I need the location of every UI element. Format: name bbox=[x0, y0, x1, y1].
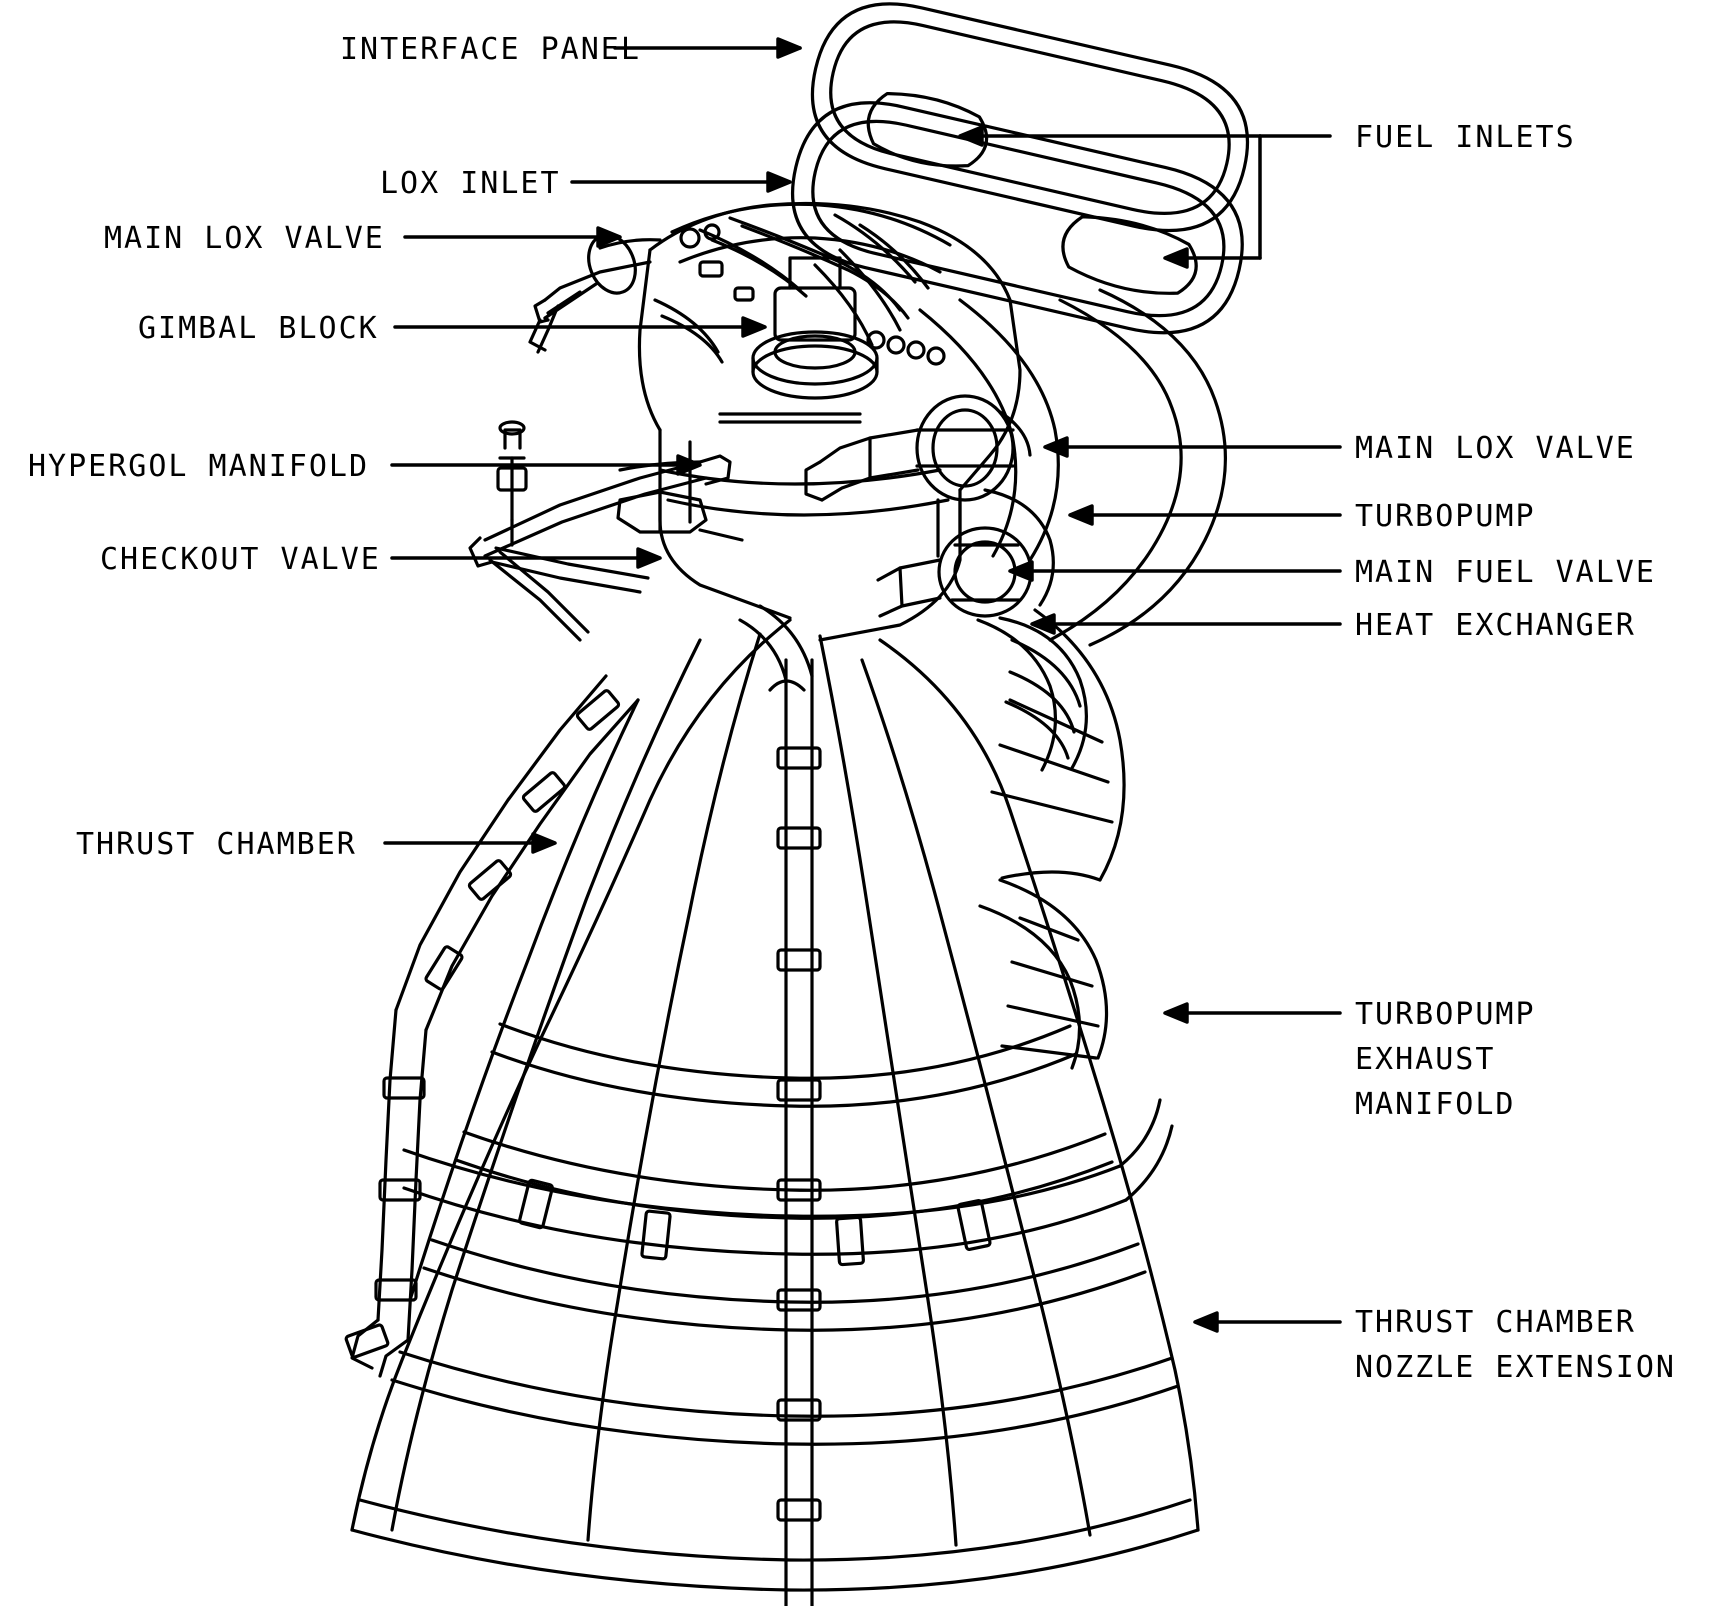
interface-panel-assembly bbox=[777, 0, 1263, 645]
callout-lox-inlet: LOX INLET bbox=[380, 166, 561, 201]
callout-fuel-inlets: FUEL INLETS bbox=[1355, 120, 1576, 155]
callout-turbopump-exhaust-manifold-line3: MANIFOLD bbox=[1355, 1087, 1516, 1122]
callout-hypergol-manifold: HYPERGOL MANIFOLD bbox=[28, 449, 370, 484]
center-line-clamps bbox=[778, 748, 820, 1520]
callout-main-fuel-valve: MAIN FUEL VALVE bbox=[1355, 555, 1656, 590]
callout-interface-panel: INTERFACE PANEL bbox=[340, 32, 641, 67]
callout-turbopump-exhaust-manifold-line2: EXHAUST bbox=[1355, 1042, 1496, 1077]
callout-main-lox-valve-right: MAIN LOX VALVE bbox=[1355, 431, 1636, 466]
callout-turbopump-exhaust-manifold-line1: TURBOPUMP bbox=[1355, 997, 1536, 1032]
callout-main-lox-valve-left: MAIN LOX VALVE bbox=[104, 221, 385, 256]
callout-thrust-chamber-nozzle-extension-line2: NOZZLE EXTENSION bbox=[1355, 1350, 1676, 1385]
callout-heat-exchanger: HEAT EXCHANGER bbox=[1355, 608, 1636, 643]
callout-thrust-chamber-nozzle-extension-line1: THRUST CHAMBER bbox=[1355, 1305, 1636, 1340]
callout-thrust-chamber: THRUST CHAMBER bbox=[76, 827, 357, 862]
callout-turbopump: TURBOPUMP bbox=[1355, 499, 1536, 534]
callout-checkout-valve: CHECKOUT VALVE bbox=[100, 542, 381, 577]
hypergol-checkout-assembly bbox=[470, 422, 742, 640]
left-duct-clamps bbox=[425, 689, 620, 990]
thrust-chamber bbox=[352, 620, 1198, 1590]
callout-gimbal-block: GIMBAL BLOCK bbox=[138, 311, 379, 346]
turbopump-assembly bbox=[806, 396, 1124, 880]
